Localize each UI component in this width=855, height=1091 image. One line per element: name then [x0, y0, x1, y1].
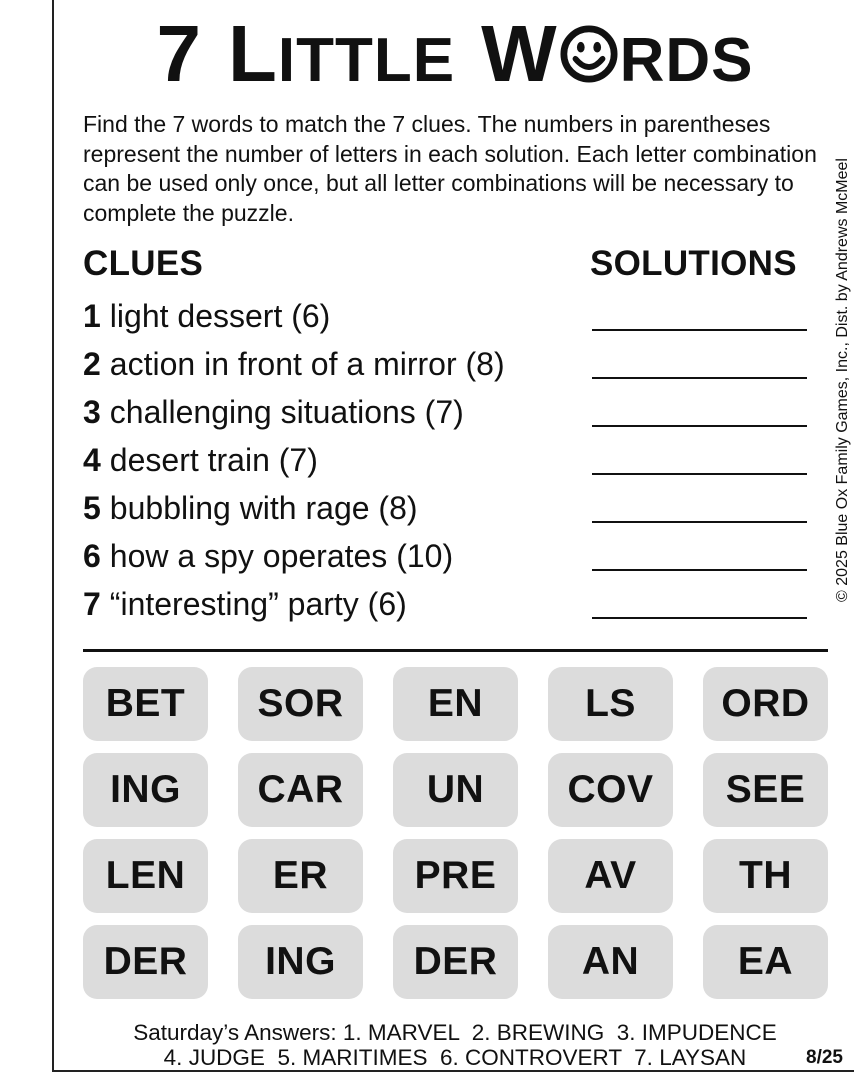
letter-tile[interactable]: ER: [238, 839, 363, 913]
smiley-face-icon: [560, 25, 618, 83]
letter-tile[interactable]: AV: [548, 839, 673, 913]
clue-3: [83, 394, 464, 430]
letter-tile[interactable]: ING: [238, 925, 363, 999]
solution-blank-3[interactable]: [592, 425, 807, 427]
clue-text: challenging situations (7): [109, 394, 464, 430]
title-digit: 7: [156, 9, 202, 98]
divider: [83, 649, 828, 652]
page-number: 8/25: [806, 1047, 843, 1068]
letter-tiles-grid: [83, 667, 828, 999]
solution-blank-7[interactable]: [592, 617, 807, 619]
clue-5: [83, 490, 418, 526]
clue-number: 2: [83, 346, 101, 382]
previous-answers: [60, 1020, 850, 1070]
solutions-header: SOLUTIONS: [590, 244, 797, 283]
clue-text: “interesting” party (6): [109, 586, 407, 622]
instructions-text: Find the 7 words to match the 7 clues. The numbers in parentheses represent the number of letters in each solution. Each letter combination can be used only once, but all letter combinations will be necessary to complete the puzzle.: [83, 111, 817, 226]
solution-blank-2[interactable]: [592, 377, 807, 379]
clue-2: [83, 346, 505, 382]
clue-number: 5: [83, 490, 101, 526]
copyright-notice: © 2025 Blue Ox Family Games, Inc., Dist. by Andrews McMeel: [834, 158, 851, 602]
clue-number: 6: [83, 538, 101, 574]
clue-text: light dessert (6): [109, 298, 331, 334]
letter-tile[interactable]: UN: [393, 753, 518, 827]
letter-tile[interactable]: EA: [703, 925, 828, 999]
letter-tile[interactable]: COV: [548, 753, 673, 827]
solution-blank-6[interactable]: [592, 569, 807, 571]
letter-tile[interactable]: CAR: [238, 753, 363, 827]
clue-text: bubbling with rage (8): [109, 490, 418, 526]
letter-tile[interactable]: LEN: [83, 839, 208, 913]
title-word1-rest: ITTLE: [277, 26, 456, 95]
letter-tile[interactable]: DER: [393, 925, 518, 999]
clue-4: [83, 442, 318, 478]
solution-blank-5[interactable]: [592, 521, 807, 523]
clue-number: 7: [83, 586, 101, 622]
letter-tile[interactable]: AN: [548, 925, 673, 999]
title-word2-rest: RDS: [619, 26, 754, 95]
clue-7: [83, 586, 407, 622]
letter-tile[interactable]: ORD: [703, 667, 828, 741]
clue-number: 3: [83, 394, 101, 430]
clue-number: 1: [83, 298, 101, 334]
clue-number: 4: [83, 442, 101, 478]
solution-blank-1[interactable]: [592, 329, 807, 331]
letter-tile[interactable]: LS: [548, 667, 673, 741]
title-word2-cap: W: [481, 9, 558, 98]
letter-tile[interactable]: DER: [83, 925, 208, 999]
solution-blank-4[interactable]: [592, 473, 807, 475]
clue-text: action in front of a mirror (8): [109, 346, 505, 382]
letter-tile[interactable]: TH: [703, 839, 828, 913]
letter-tile[interactable]: SEE: [703, 753, 828, 827]
letter-tile[interactable]: PRE: [393, 839, 518, 913]
answers-line-2: 4. JUDGE 5. MARITIMES 6. CONTROVERT 7. LAYSAN: [163, 1045, 747, 1070]
clue-1: [83, 298, 330, 334]
clue-text: how a spy operates (10): [109, 538, 454, 574]
clue-6: [83, 538, 453, 574]
letter-tile[interactable]: EN: [393, 667, 518, 741]
letter-tile[interactable]: BET: [83, 667, 208, 741]
answers-line-1: Saturday’s Answers: 1. MARVEL 2. BREWING 3. IMPUDENCE: [133, 1020, 777, 1045]
puzzle-title: [60, 9, 850, 98]
clues-header: CLUES: [83, 244, 204, 283]
title-word1-cap: L: [228, 9, 278, 98]
letter-tile[interactable]: ING: [83, 753, 208, 827]
clue-text: desert train (7): [109, 442, 318, 478]
letter-tile[interactable]: SOR: [238, 667, 363, 741]
